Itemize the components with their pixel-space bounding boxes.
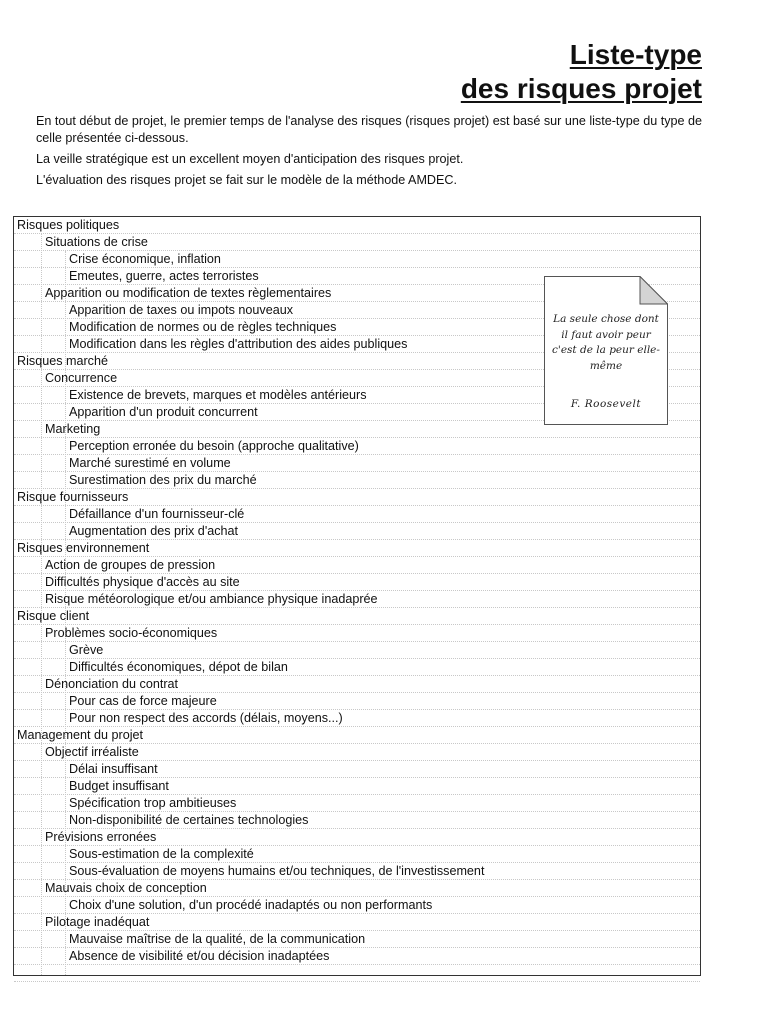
- risk-item: Apparition de taxes ou impots nouveaux: [14, 302, 700, 319]
- risk-item: Délai insuffisant: [14, 761, 700, 778]
- risk-item: Mauvaise maîtrise de la qualité, de la communication: [14, 931, 700, 948]
- risk-subcategory: Problèmes socio-économiques: [14, 625, 700, 642]
- page-title: [461, 38, 702, 106]
- quote-text: La seule chose dont il faut avoir peur c'est de la peur elle-même: [552, 313, 660, 372]
- risk-item: Pour non respect des accords (délais, moyens...): [14, 710, 700, 727]
- risk-item: Modification de normes ou de règles techniques: [14, 319, 700, 336]
- risk-item: Spécification trop ambitieuses: [14, 795, 700, 812]
- quote-note: [544, 276, 668, 425]
- intro-paragraph: L'évaluation des risques projet se fait sur le modèle de la méthode AMDEC.: [36, 173, 458, 187]
- risk-item: Budget insuffisant: [14, 778, 700, 795]
- risk-item: Sous-évaluation de moyens humains et/ou techniques, de l'investissement: [14, 863, 700, 880]
- risk-item: Augmentation des prix d'achat: [14, 523, 700, 540]
- risk-subcategory: Objectif irréaliste: [14, 744, 700, 761]
- risk-item: Surestimation des prix du marché: [14, 472, 700, 489]
- intro-text: [36, 113, 708, 193]
- risk-category: Risques marché: [14, 353, 700, 370]
- risk-item: Crise économique, inflation: [14, 251, 700, 268]
- risk-item: Sous-estimation de la complexité: [14, 846, 700, 863]
- risk-subcategory: Pilotage inadéquat: [14, 914, 700, 931]
- quote-author: F. Roosevelt: [570, 398, 642, 410]
- risk-item: Absence de visibilité et/ou décision inadaptées: [14, 948, 700, 965]
- risk-subcategory: Prévisions erronées: [14, 829, 700, 846]
- risk-subcategory: Concurrence: [14, 370, 700, 387]
- risk-category: Risques politiques: [14, 217, 700, 234]
- risk-item: Perception erronée du besoin (approche qualitative): [14, 438, 700, 455]
- risk-item: Existence de brevets, marques et modèles antérieurs: [14, 387, 700, 404]
- risk-item: Grève: [14, 642, 700, 659]
- risk-subcategory: Mauvais choix de conception: [14, 880, 700, 897]
- risk-subcategory: Dénonciation du contrat: [14, 676, 700, 693]
- risk-subcategory: Action de groupes de pression: [14, 557, 700, 574]
- risk-subcategory: Marketing: [14, 421, 700, 438]
- risk-subcategory: Apparition ou modification de textes règlementaires: [14, 285, 700, 302]
- risk-category: Risque client: [14, 608, 700, 625]
- empty-row: [14, 965, 700, 982]
- risk-item: Emeutes, guerre, actes terroristes: [14, 268, 700, 285]
- risk-item: Choix d'une solution, d'un procédé inadaptés ou non performants: [14, 897, 700, 914]
- risk-item: Non-disponibilité de certaines technologies: [14, 812, 700, 829]
- page-title-line-1: Liste-type: [569, 39, 702, 70]
- risk-subcategory: Risque météorologique et/ou ambiance physique inadaprée: [14, 591, 700, 608]
- risk-category: Risque fournisseurs: [14, 489, 700, 506]
- risk-item: Défaillance d'un fournisseur-clé: [14, 506, 700, 523]
- risk-item: Apparition d'un produit concurrent: [14, 404, 700, 421]
- risk-subcategory: Difficultés physique d'accès au site: [14, 574, 700, 591]
- intro-paragraph: La veille stratégique est un excellent moyen d'anticipation des risques projet.: [36, 152, 464, 166]
- intro-paragraph: En tout début de projet, le premier temps de l'analyse des risques (risques projet) est basé sur une liste-type du type de celle présentée ci-dessous.: [36, 114, 703, 145]
- risk-category: Risques environnement: [14, 540, 700, 557]
- risk-subcategory: Situations de crise: [14, 234, 700, 251]
- risk-item: Modification dans les règles d'attribution des aides publiques: [14, 336, 700, 353]
- risk-item: Difficultés économiques, dépot de bilan: [14, 659, 700, 676]
- risk-item: Pour cas de force majeure: [14, 693, 700, 710]
- risk-item: Marché surestimé en volume: [14, 455, 700, 472]
- page-title-line-2: des risques projet: [460, 73, 702, 104]
- risk-category: Management du projet: [14, 727, 700, 744]
